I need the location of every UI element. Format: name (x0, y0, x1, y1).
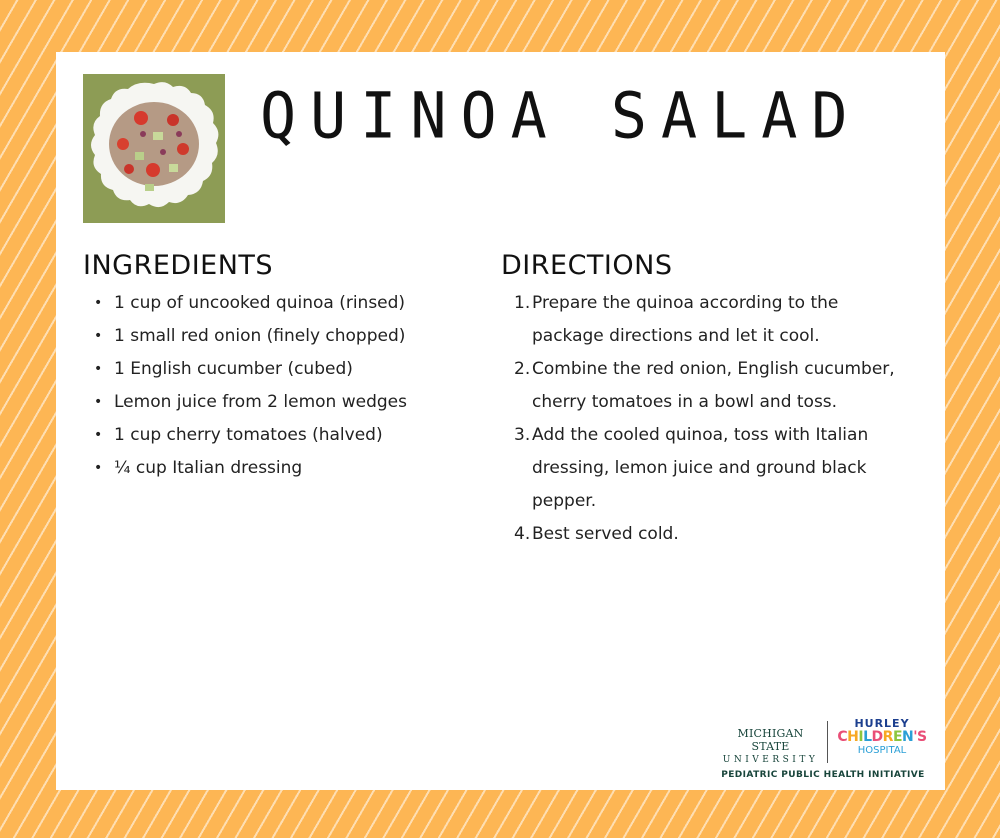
bullet-icon: • (94, 361, 103, 377)
bullet-icon: • (94, 328, 103, 344)
recipe-card (56, 52, 945, 790)
hurley-letter: R (882, 729, 893, 745)
msu-logo: MICHIGAN STATE UNIVERSITY (722, 727, 819, 765)
hurley-letter: N (902, 729, 914, 745)
direction-step: 4. Best served cold. (514, 524, 679, 544)
direction-step: 3. Add the cooled quinoa, toss with Italian dressing, lemon juice and ground black pepper. (514, 425, 869, 511)
hurley-letter: 'S (913, 729, 927, 745)
hurley-letter: C (837, 729, 848, 745)
hurley-letter: H (847, 729, 859, 745)
ingredient-item: • ¼ cup Italian dressing (89, 452, 469, 485)
ingredients-list (89, 287, 469, 485)
bullet-icon: • (94, 460, 103, 476)
hurley-letter: D (871, 729, 883, 745)
direction-step: 2. Combine the red onion, English cucumber, cherry tomatoes in a bowl and toss. (514, 359, 895, 412)
direction-step: 1. Prepare the quinoa according to the package directions and let it cool. (514, 293, 839, 346)
ingredient-item: • Lemon juice from 2 lemon wedges (89, 386, 469, 419)
initiative-name: PEDIATRIC PUBLIC HEALTH INITIATIVE (721, 770, 925, 780)
bullet-icon: • (94, 427, 103, 443)
quinoa-salad-photo (83, 74, 225, 223)
hurley-letter: E (892, 729, 903, 745)
recipe-title: QUINOA SALAD (260, 80, 862, 154)
partner-logos (716, 717, 928, 782)
hurley-children-wordmark (836, 730, 928, 745)
logo-divider (827, 721, 828, 763)
bullet-icon: • (94, 394, 103, 410)
ingredients-heading: INGREDIENTS (83, 250, 274, 281)
ingredient-item: • 1 cup of uncooked quinoa (rinsed) (89, 287, 469, 320)
ingredient-item: • 1 English cucumber (cubed) (89, 353, 469, 386)
ingredient-item: • 1 cup cherry tomatoes (halved) (89, 419, 469, 452)
ingredient-item: • 1 small red onion (finely chopped) (89, 320, 469, 353)
hurley-letter: I (858, 729, 864, 745)
salad-bowl-image (83, 74, 225, 223)
directions-list (514, 287, 914, 551)
bullet-icon: • (94, 295, 103, 311)
hurley-letter: L (863, 729, 872, 745)
hurley-logo: HURLEY CHILDREN'S HOSPITAL (837, 717, 927, 756)
directions-heading: DIRECTIONS (501, 250, 673, 281)
